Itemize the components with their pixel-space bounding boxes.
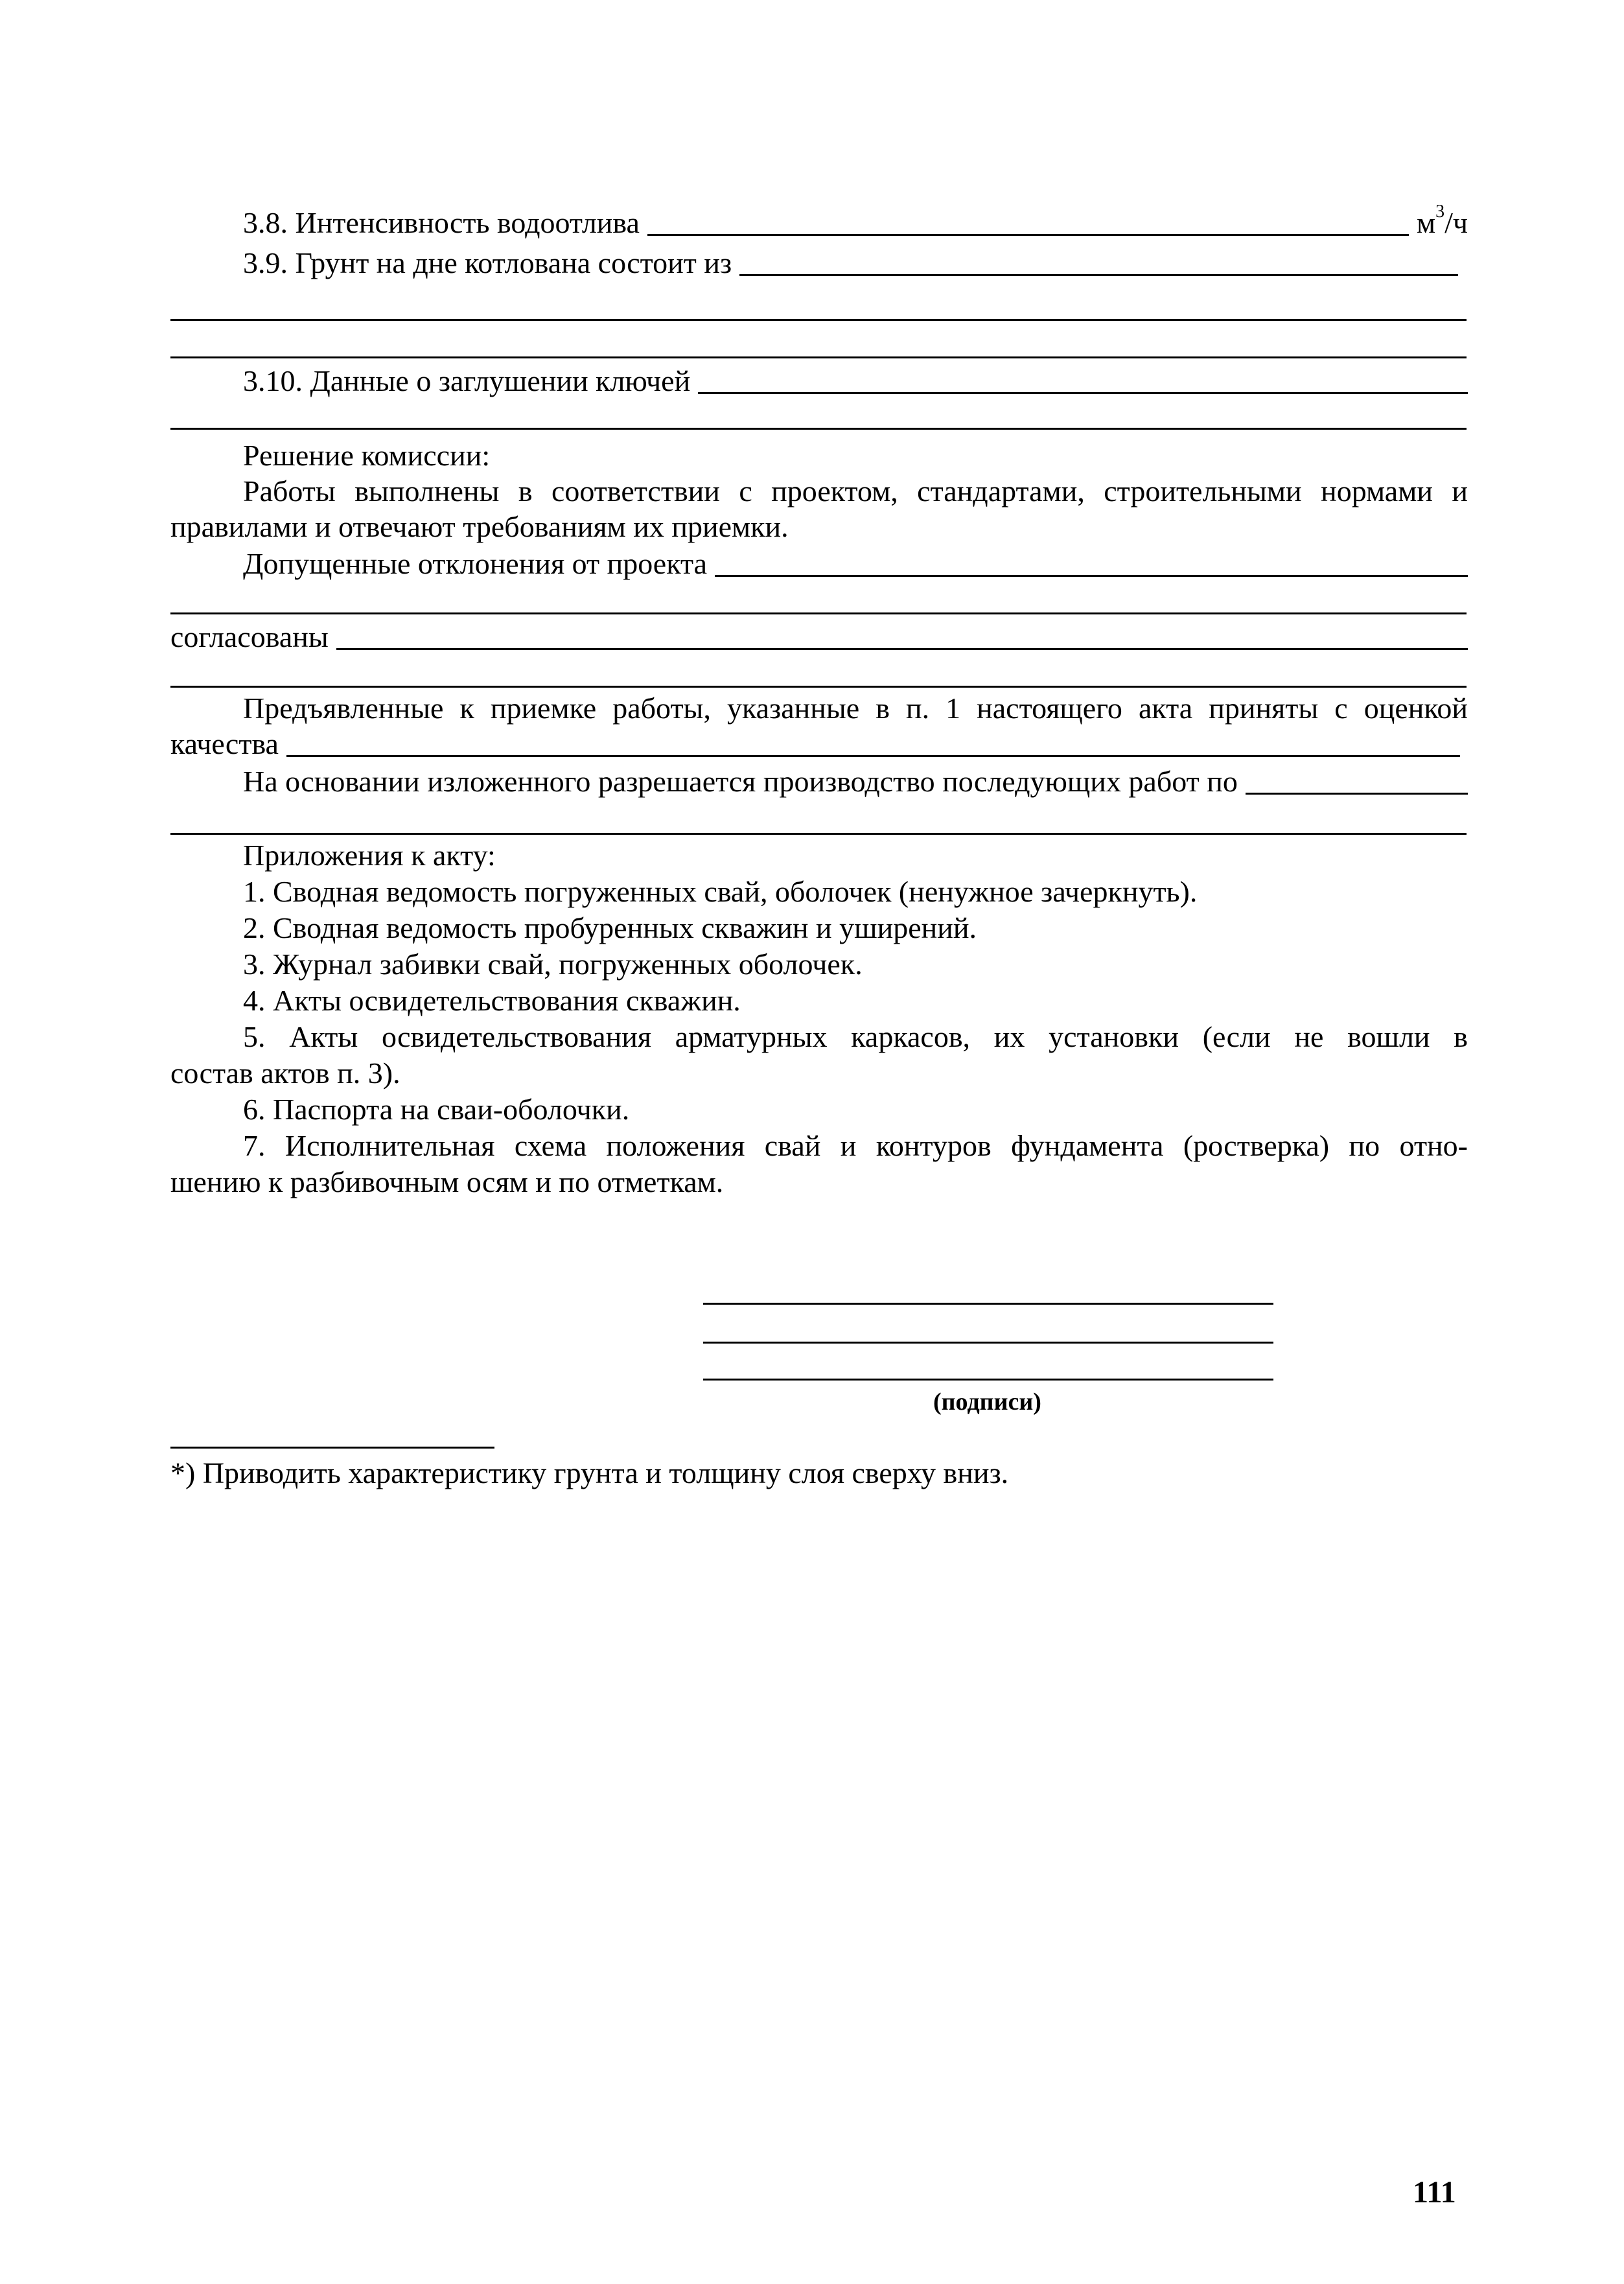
permit-field[interactable] bbox=[1246, 765, 1468, 795]
appendix-item-5-line-1: 5. Акты освидетельствования арматурных каркасов, их установки (если не вошли в bbox=[243, 1020, 1468, 1053]
item-3-8-unit: $м^3/ч$ bbox=[1416, 201, 1468, 239]
appendix-item-2: 2. Сводная ведомость пробуренных скважин и уширений. bbox=[243, 911, 977, 944]
deviations-line-2[interactable] bbox=[170, 612, 1467, 614]
item-3-10-row bbox=[243, 363, 1468, 399]
appendix-item-7-line-1: 7. Исполнительная схема положения свай и контуров фундамента (ростверка) по отно- bbox=[243, 1129, 1468, 1162]
decision-para-line-2: правилами и отвечают требованиям их приемки. bbox=[170, 510, 789, 543]
appendix-item-4: 4. Акты освидетельствования скважин. bbox=[243, 984, 741, 1017]
footnote-separator bbox=[170, 1447, 494, 1449]
signature-line-3[interactable] bbox=[703, 1379, 1273, 1381]
item-3-9-field[interactable] bbox=[739, 247, 1458, 276]
item-3-10-line-2[interactable] bbox=[170, 428, 1467, 430]
permit-line-2[interactable] bbox=[170, 833, 1467, 835]
decision-para-line-1: Работы выполнены в соответствии с проектом, стандартами, строительными нормами и bbox=[243, 474, 1468, 507]
deviations-label: Допущенные отклонения от проекта bbox=[243, 547, 708, 580]
page-number: 111 bbox=[1413, 2175, 1456, 2209]
permit-label: На основании изложенного разрешается производство последующих работ по bbox=[243, 765, 1238, 798]
quality-label: качества bbox=[170, 727, 279, 760]
agreed-label: согласованы bbox=[170, 620, 329, 653]
item-3-8-row bbox=[243, 201, 1468, 241]
item-3-9-line-3[interactable] bbox=[170, 356, 1467, 358]
quality-row bbox=[170, 726, 1460, 762]
signature-line-2[interactable] bbox=[703, 1342, 1273, 1344]
appendix-item-5-line-2: состав актов п. 3). bbox=[170, 1056, 400, 1090]
item-3-9-line-2[interactable] bbox=[170, 319, 1467, 321]
appendix-heading: Приложения к акту: bbox=[243, 839, 496, 872]
item-3-10-field[interactable] bbox=[698, 365, 1468, 394]
quality-field[interactable] bbox=[286, 728, 1460, 757]
agreed-row bbox=[170, 619, 1468, 655]
appendix-item-3: 3. Журнал забивки свай, погруженных оболочек. bbox=[243, 948, 863, 981]
agreed-line-2[interactable] bbox=[170, 686, 1467, 688]
item-3-9-row bbox=[243, 245, 1458, 281]
item-3-8-label: 3.8. Интенсивность водоотлива bbox=[243, 206, 640, 239]
appendix-item-7-line-2: шению к разбивочным осям и по отметкам. bbox=[170, 1165, 724, 1198]
decision-heading: Решение комиссии: bbox=[243, 439, 491, 472]
item-3-10-label: 3.10. Данные о заглушении ключей bbox=[243, 364, 691, 397]
appendix-item-6: 6. Паспорта на сваи-оболочки. bbox=[243, 1093, 630, 1126]
deviations-row bbox=[243, 546, 1468, 582]
footnote-text: *) Приводить характеристику грунта и толщину слоя сверху вниз. bbox=[170, 1456, 1009, 1489]
deviations-field[interactable] bbox=[715, 548, 1468, 577]
appendix-item-1: 1. Сводная ведомость погруженных свай, оболочек (ненужное зачеркнуть). bbox=[243, 875, 1198, 908]
agreed-field[interactable] bbox=[336, 621, 1468, 650]
permit-row bbox=[243, 763, 1468, 800]
item-3-9-label: 3.9. Грунт на дне котлована состоит из bbox=[243, 246, 732, 279]
accepted-line-1: Предъявленные к приемке работы, указанные в п. 1 настоящего акта приняты с оценкой bbox=[243, 692, 1468, 725]
signature-line-1[interactable] bbox=[703, 1303, 1273, 1305]
item-3-8-field[interactable] bbox=[647, 207, 1409, 236]
signatures-caption: (подписи) bbox=[933, 1388, 1041, 1416]
